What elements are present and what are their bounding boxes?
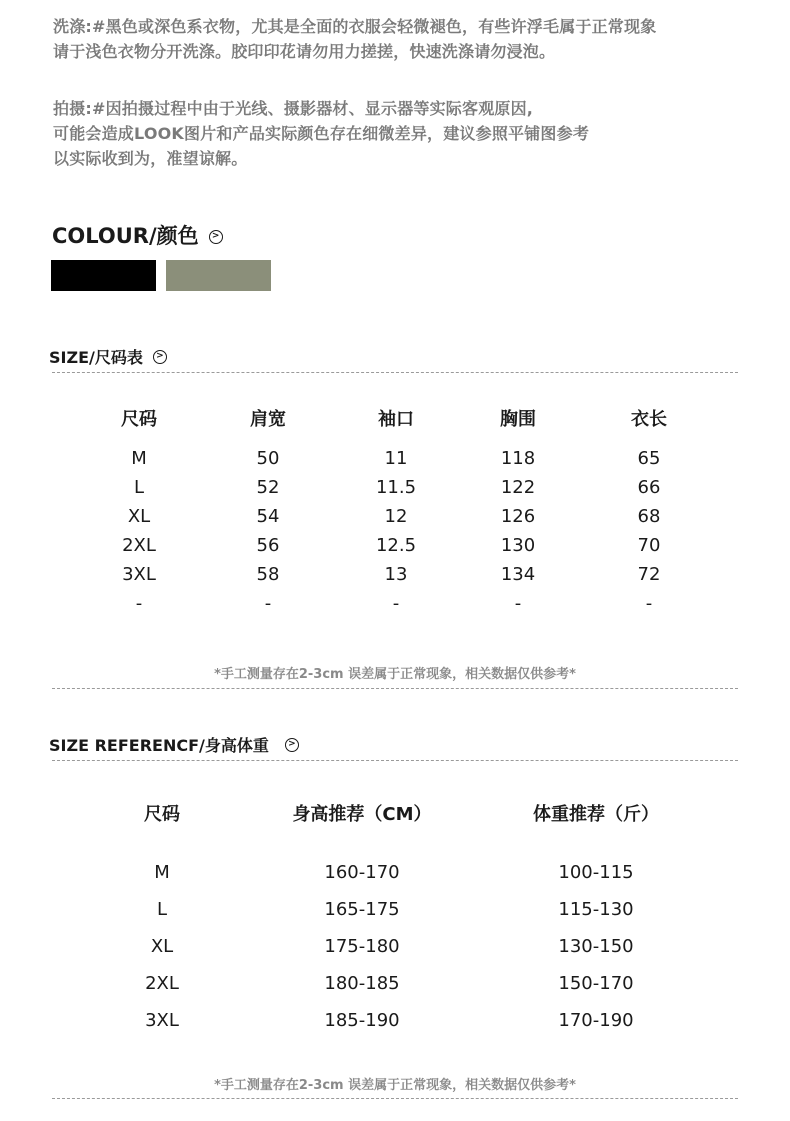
size-chart-cell: 12.5 xyxy=(375,535,417,556)
size-chart-cell: 134 xyxy=(500,564,536,585)
size-chart-cell: - xyxy=(514,593,522,614)
size-chart-cell: - xyxy=(135,593,143,614)
photo-line-2: 可能会造成LOOK图片和产品实际颜色存在细微差异，建议参照平铺图参考 xyxy=(53,124,590,143)
size-chart-header: 胸围 xyxy=(500,409,536,430)
measurement-note: *手工测量存在2-3cm 误差属于正常现象，相关数据仅供参考* xyxy=(214,1078,576,1093)
size-chart-cell: 72 xyxy=(637,564,661,585)
size-chart-cell: 66 xyxy=(637,477,661,498)
photo-line-3: 以实际收到为，准望谅解。 xyxy=(53,149,248,168)
size-reference-cell: 160-170 xyxy=(324,862,400,883)
size-chart-cell: 130 xyxy=(500,535,536,556)
size-reference-title xyxy=(49,733,299,756)
size-chart-cell: 50 xyxy=(256,448,280,469)
size-chart-header: 衣长 xyxy=(631,409,667,430)
size-chart-cell: 118 xyxy=(500,448,536,469)
size-reference-cell: 3XL xyxy=(145,1010,179,1031)
swatch-olive-grey xyxy=(166,260,271,291)
size-chart-cell: 68 xyxy=(637,506,661,527)
size-chart-cell: 11 xyxy=(384,448,408,469)
size-chart-cell: 11.5 xyxy=(375,477,417,498)
colour-section-title xyxy=(52,220,223,250)
size-chart-cell: - xyxy=(645,593,653,614)
size-chart-cell: 56 xyxy=(256,535,280,556)
measurement-note: *手工测量存在2-3cm 误差属于正常现象，相关数据仅供参考* xyxy=(214,667,576,682)
colour-title-text: COLOUR/颜色 xyxy=(52,224,199,248)
size-reference-cell: 2XL xyxy=(145,973,179,994)
size-reference-header: 身高推荐（CM） xyxy=(292,804,432,825)
size-chart-cell: 126 xyxy=(500,506,536,527)
size-chart-cell: 13 xyxy=(384,564,408,585)
size-reference-cell: L xyxy=(156,899,168,920)
size-reference-title-text: SIZE REFERENCF/身高体重 xyxy=(49,736,269,755)
size-chart-cell: 3XL xyxy=(122,564,156,585)
size-reference-cell: 180-185 xyxy=(324,973,400,994)
size-chart-cell: 70 xyxy=(637,535,661,556)
size-reference-cell: 165-175 xyxy=(324,899,400,920)
size-chart-cell: XL xyxy=(127,506,151,527)
size-chart-header: 尺码 xyxy=(121,409,157,430)
swatch-black xyxy=(51,260,156,291)
size-chart-cell: 2XL xyxy=(122,535,156,556)
size-chart-cell: 12 xyxy=(384,506,408,527)
size-chart-cell: - xyxy=(264,593,272,614)
size-chart-cell: - xyxy=(392,593,400,614)
photo-line-1: 拍摄:#因拍摄过程中由于光线、摄影器材、显示器等实际客观原因, xyxy=(53,99,534,118)
circle-arrow-right-icon: > xyxy=(153,350,167,364)
divider xyxy=(52,372,738,373)
size-reference-cell: 100-115 xyxy=(558,862,634,883)
size-chart-title xyxy=(49,345,167,368)
circle-arrow-right-icon: > xyxy=(285,738,299,752)
size-reference-cell: M xyxy=(154,862,170,883)
divider xyxy=(52,1098,738,1099)
circle-arrow-right-icon: > xyxy=(209,230,223,244)
size-chart-cell: M xyxy=(131,448,147,469)
size-chart-cell: 52 xyxy=(256,477,280,498)
size-reference-cell: 150-170 xyxy=(558,973,634,994)
divider xyxy=(52,688,738,689)
size-reference-cell: 170-190 xyxy=(558,1010,634,1031)
size-reference-header: 体重推荐（斤） xyxy=(533,804,659,825)
size-chart-header: 肩宽 xyxy=(250,409,286,430)
size-reference-cell: 185-190 xyxy=(324,1010,400,1031)
size-chart-cell: 122 xyxy=(500,477,536,498)
size-chart-cell: 54 xyxy=(256,506,280,527)
size-chart-cell: 58 xyxy=(256,564,280,585)
photo-disclaimer xyxy=(53,96,589,171)
wash-line-1: 洗涤:#黑色或深色系衣物，尤其是全面的衣服会轻微褪色，有些许浮毛属于正常现象 xyxy=(53,17,657,36)
size-chart-title-text: SIZE/尺码表 xyxy=(49,348,143,367)
wash-line-2: 请于浅色衣物分开洗涤。胶印印花请勿用力搓搓，快速洗涤请勿浸泡。 xyxy=(53,42,556,61)
size-reference-header: 尺码 xyxy=(144,804,180,825)
wash-instructions xyxy=(53,14,656,64)
size-chart-header: 袖口 xyxy=(378,409,414,430)
size-chart-cell: 65 xyxy=(637,448,661,469)
divider xyxy=(52,760,738,761)
size-reference-cell: 130-150 xyxy=(558,936,634,957)
size-reference-cell: 115-130 xyxy=(558,899,634,920)
size-reference-cell: 175-180 xyxy=(324,936,400,957)
size-chart-cell: L xyxy=(133,477,145,498)
size-reference-cell: XL xyxy=(150,936,174,957)
